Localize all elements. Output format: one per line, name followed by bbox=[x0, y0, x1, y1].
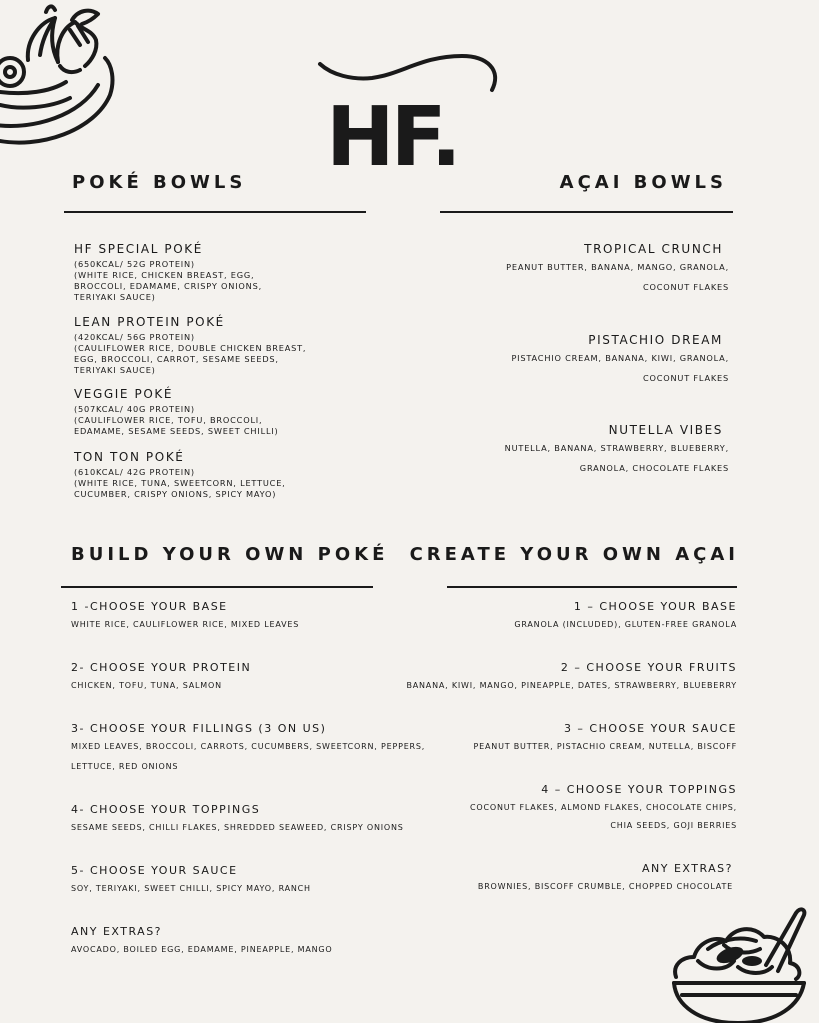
build-poke-step-5 bbox=[71, 864, 431, 899]
poke-item-detail: (610KCAL/ 42G PROTEIN) bbox=[74, 467, 195, 477]
step-desc: GRANOLA (INCLUDED), GLUTEN-FREE GRANOLA bbox=[514, 620, 737, 629]
poke-item-detail: TERIYAKI SAUCE) bbox=[74, 365, 156, 375]
step-desc: CHICKEN, TOFU, TUNA, SALMON bbox=[71, 681, 222, 690]
create-acai-step-4 bbox=[397, 783, 737, 836]
acai-item-1 bbox=[389, 242, 729, 297]
acai-item-detail: NUTELLA, BANANA, STRAWBERRY, BLUEBERRY, bbox=[504, 443, 729, 453]
step-desc: COCONUT FLAKES, ALMOND FLAKES, CHOCOLATE CHIPS, bbox=[470, 803, 737, 812]
step-desc: AVOCADO, BOILED EGG, EDAMAME, PINEAPPLE, MANGO bbox=[71, 945, 333, 954]
poke-item-detail: (420KCAL/ 56G PROTEIN) bbox=[74, 332, 195, 342]
create-acai-step-1 bbox=[397, 600, 737, 635]
poke-item-detail: EGG, BROCCOLI, CARROT, SESAME SEEDS, bbox=[74, 354, 279, 364]
step-desc: CHIA SEEDS, GOJI BERRIES bbox=[610, 821, 737, 830]
poke-item-detail: (WHITE RICE, TUNA, SWEETCORN, LETTUCE, bbox=[74, 478, 286, 488]
poke-bowls-divider bbox=[64, 211, 366, 213]
poke-item-detail: (CAULIFLOWER RICE, DOUBLE CHICKEN BREAST, bbox=[74, 343, 307, 353]
acai-item-detail: GRANOLA, CHOCOLATE FLAKES bbox=[579, 463, 729, 473]
step-title: 2 – CHOOSE YOUR FRUITS bbox=[560, 661, 737, 674]
step-title: ANY EXTRAS? bbox=[71, 925, 163, 938]
step-title: 2- CHOOSE YOUR PROTEIN bbox=[71, 661, 252, 674]
poke-item-4 bbox=[74, 450, 394, 500]
acai-item-name: NUTELLA VIBES bbox=[608, 423, 723, 437]
acai-item-name: PISTACHIO DREAM bbox=[588, 333, 723, 347]
poke-bowls-heading: POKÉ BOWLS bbox=[72, 172, 247, 193]
acai-item-3 bbox=[389, 423, 729, 478]
poke-item-1 bbox=[74, 242, 394, 303]
create-acai-heading: CREATE YOUR OWN AÇAI bbox=[409, 544, 739, 565]
poke-item-2 bbox=[74, 315, 394, 376]
step-title: 1 -CHOOSE YOUR BASE bbox=[71, 600, 228, 613]
build-poke-step-3 bbox=[71, 722, 451, 777]
create-acai-step-3 bbox=[397, 722, 737, 757]
build-poke-extras bbox=[71, 925, 431, 960]
brand-logo bbox=[312, 50, 512, 175]
poke-item-name: HF SPECIAL POKÉ bbox=[74, 242, 203, 256]
step-desc: LETTUCE, RED ONIONS bbox=[71, 762, 179, 771]
poke-item-name: TON TON POKÉ bbox=[74, 450, 185, 464]
step-desc: BROWNIES, BISCOFF CRUMBLE, CHOPPED CHOCOLATE bbox=[477, 882, 733, 891]
acai-item-detail: COCONUT FLAKES bbox=[642, 282, 729, 292]
poke-item-detail: (650KCAL/ 52G PROTEIN) bbox=[74, 259, 195, 269]
step-title: 4 – CHOOSE YOUR TOPPINGS bbox=[541, 783, 737, 796]
step-desc: BANANA, KIWI, MANGO, PINEAPPLE, DATES, STRAWBERRY, BLUEBERRY bbox=[406, 681, 737, 690]
brand-logo-text: HF. bbox=[326, 90, 458, 175]
poke-item-detail: EDAMAME, SESAME SEEDS, SWEET CHILLI) bbox=[74, 426, 279, 436]
acai-item-detail: PEANUT BUTTER, BANANA, MANGO, GRANOLA, bbox=[506, 262, 729, 272]
salad-bowl-icon bbox=[0, 0, 120, 150]
create-acai-step-2 bbox=[357, 661, 737, 696]
step-title: 3 – CHOOSE YOUR SAUCE bbox=[563, 722, 737, 735]
acai-bowls-divider bbox=[440, 211, 733, 213]
step-desc: MIXED LEAVES, BROCCOLI, CARROTS, CUCUMBERS, SWEETCORN, PEPPERS, bbox=[71, 742, 426, 751]
step-title: ANY EXTRAS? bbox=[641, 862, 733, 875]
step-desc: SOY, TERIYAKI, SWEET CHILLI, SPICY MAYO, RANCH bbox=[71, 884, 311, 893]
step-desc: SESAME SEEDS, CHILLI FLAKES, SHREDDED SEAWEED, CRISPY ONIONS bbox=[71, 823, 404, 832]
acai-item-detail: PISTACHIO CREAM, BANANA, KIWI, GRANOLA, bbox=[511, 353, 729, 363]
create-acai-divider bbox=[447, 586, 737, 588]
acai-item-detail: COCONUT FLAKES bbox=[642, 373, 729, 383]
step-desc: PEANUT BUTTER, PISTACHIO CREAM, NUTELLA, BISCOFF bbox=[473, 742, 737, 751]
poke-item-name: VEGGIE POKÉ bbox=[74, 387, 174, 401]
acai-bowls-heading: AÇAI BOWLS bbox=[559, 172, 727, 193]
poke-item-3 bbox=[74, 387, 394, 437]
poke-item-name: LEAN PROTEIN POKÉ bbox=[74, 315, 225, 329]
acai-bowl-icon bbox=[668, 905, 818, 1023]
poke-item-detail: TERIYAKI SAUCE) bbox=[74, 292, 156, 302]
build-poke-step-1 bbox=[71, 600, 431, 635]
step-title: 5- CHOOSE YOUR SAUCE bbox=[71, 864, 238, 877]
step-title: 4- CHOOSE YOUR TOPPINGS bbox=[71, 803, 261, 816]
poke-item-detail: (CAULIFLOWER RICE, TOFU, BROCCOLI, bbox=[74, 415, 263, 425]
build-poke-divider bbox=[61, 586, 373, 588]
build-poke-heading: BUILD YOUR OWN POKÉ bbox=[71, 544, 389, 565]
create-acai-extras bbox=[393, 862, 733, 897]
step-title: 1 – CHOOSE YOUR BASE bbox=[573, 600, 737, 613]
acai-item-2 bbox=[389, 333, 729, 388]
poke-item-detail: (507KCAL/ 40G PROTEIN) bbox=[74, 404, 195, 414]
step-title: 3- CHOOSE YOUR FILLINGS (3 ON US) bbox=[71, 722, 327, 735]
build-poke-step-4 bbox=[71, 803, 451, 838]
poke-item-detail: CUCUMBER, CRISPY ONIONS, SPICY MAYO) bbox=[74, 489, 277, 499]
step-desc: WHITE RICE, CAULIFLOWER RICE, MIXED LEAVES bbox=[71, 620, 300, 629]
poke-item-detail: (WHITE RICE, CHICKEN BREAST, EGG, bbox=[74, 270, 255, 280]
acai-item-name: TROPICAL CRUNCH bbox=[584, 242, 723, 256]
poke-item-detail: BROCCOLI, EDAMAME, CRISPY ONIONS, bbox=[74, 281, 262, 291]
